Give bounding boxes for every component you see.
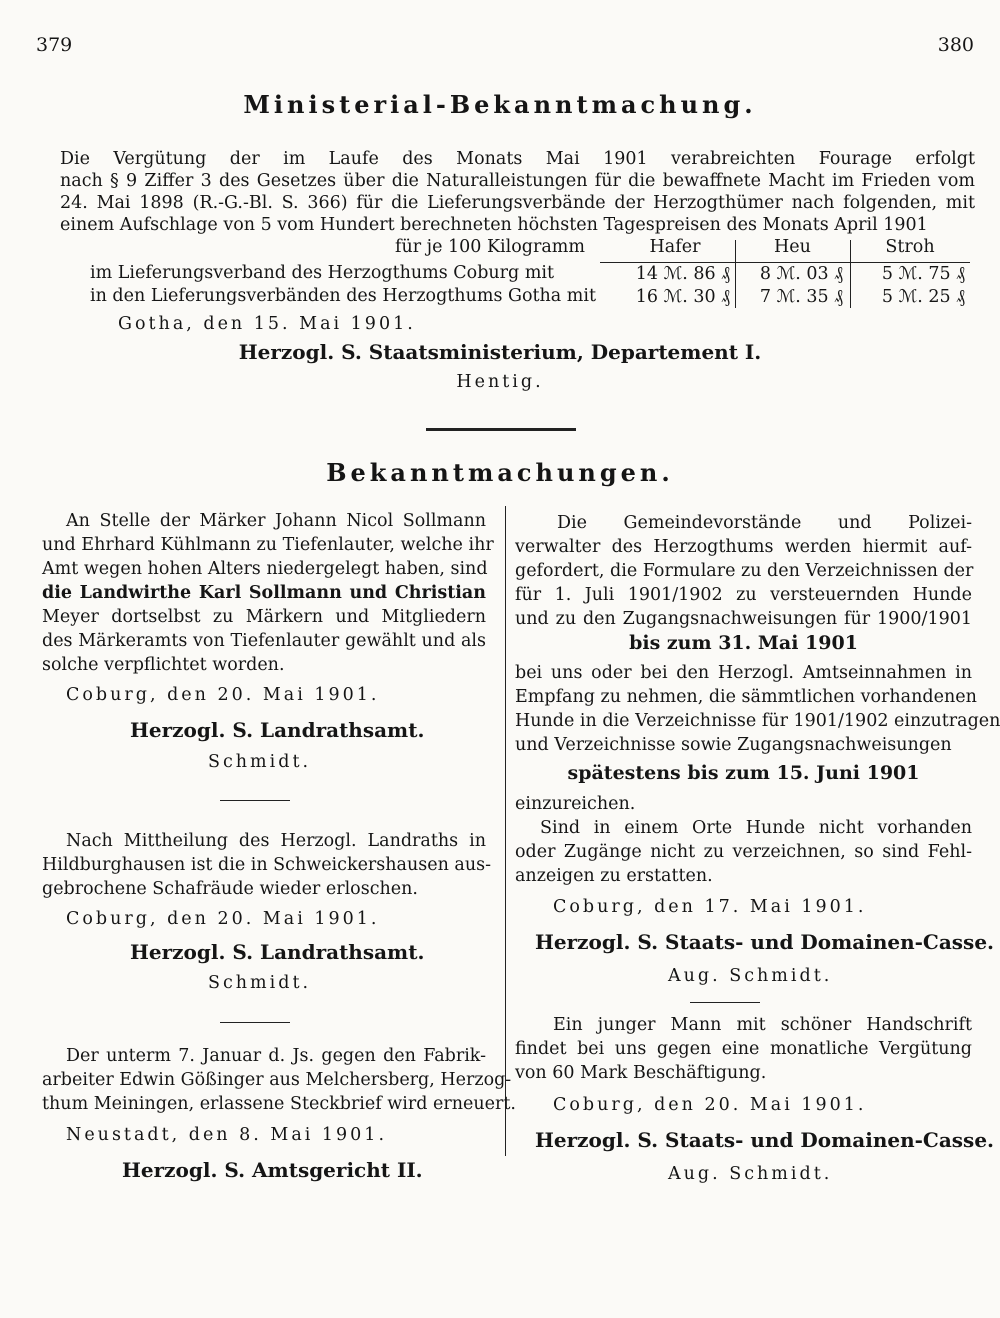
notice-line: Die Gemeindevorstände und Polizei- xyxy=(557,513,972,533)
deadline: spätestens bis zum 15. Juni 1901 xyxy=(567,762,920,784)
notice-line: oder Zugänge nicht zu verzeichnen, so sind Fehl- xyxy=(515,842,972,862)
table-column-divider xyxy=(735,240,736,308)
notice-line: gebrochene Schafräude wieder erloschen. xyxy=(42,879,418,899)
authority-signature: Herzogl. S. Staatsministerium, Departement I. xyxy=(238,340,762,364)
table-row-label: in den Lieferungsverbänden des Herzogthums Gotha mit xyxy=(90,286,597,306)
notice-line: verwalter des Herzogthums werden hiermit auf- xyxy=(515,537,972,557)
notice-line: thum Meiningen, erlassene Steckbrief wird erneuert. xyxy=(42,1094,516,1114)
table-column-header: Heu xyxy=(774,237,811,257)
notice-divider xyxy=(690,1002,760,1003)
page-number-right: 380 xyxy=(937,34,974,56)
deadline: bis zum 31. Mai 1901 xyxy=(629,632,858,654)
notice-line: und Verzeichnisse sowie Zugangsnachweisungen xyxy=(515,735,952,755)
page-number-left: 379 xyxy=(36,34,73,56)
notice-line: für 1. Juli 1901/1902 zu versteuernden Hunde xyxy=(515,585,972,605)
notice-line: Amt wegen hohen Alters niedergelegt haben, sind xyxy=(42,559,488,579)
authority-signature: Herzogl. S. Landrathsamt. xyxy=(130,718,425,742)
notice-line: die Landwirthe Karl Sollmann und Christian xyxy=(42,583,486,603)
authority-signature: Herzogl. S. Landrathsamt. xyxy=(130,940,425,964)
notice-line: arbeiter Edwin Gößinger aus Melchersberg, Herzog- xyxy=(42,1070,512,1090)
ministerial-title: Ministerial-Bekanntmachung. xyxy=(243,90,757,119)
table-row-label: im Lieferungsverband des Herzogthums Coburg mit xyxy=(90,263,555,283)
table-cell: 8 ℳ. 03 ₰ xyxy=(759,264,843,284)
table-cell: 16 ℳ. 30 ₰ xyxy=(635,287,730,307)
ministerial-line: einem Aufschlage von 5 vom Hundert berechneten höchsten Tagespreisen des Monats April 1901 xyxy=(60,215,928,235)
notice-line: Meyer dortselbst zu Märkern und Mitgliedern xyxy=(42,607,486,627)
notice-line: Hunde in die Verzeichnisse für 1901/1902 einzutragen xyxy=(515,711,1000,731)
table-column-divider xyxy=(850,240,851,308)
section-divider xyxy=(426,428,576,431)
place-date: Gotha, den 15. Mai 1901. xyxy=(118,314,416,334)
authority-signature: Herzogl. S. Staats- und Domainen-Casse. xyxy=(535,930,995,954)
table-cell: 5 ℳ. 75 ₰ xyxy=(881,264,965,284)
notice-line: An Stelle der Märker Johann Nicol Sollmann xyxy=(66,511,486,531)
notice-line: anzeigen zu erstatten. xyxy=(515,866,713,886)
place-date: Coburg, den 20. Mai 1901. xyxy=(66,909,380,929)
signer-name: Schmidt. xyxy=(208,973,312,993)
place-date: Neustadt, den 8. Mai 1901. xyxy=(66,1125,388,1145)
notice-line: findet bei uns gegen eine monatliche Vergütung xyxy=(515,1039,972,1059)
signer-name: Aug. Schmidt. xyxy=(668,1164,833,1184)
notice-line: Der unterm 7. Januar d. Js. gegen den Fabrik- xyxy=(66,1046,486,1066)
place-date: Coburg, den 20. Mai 1901. xyxy=(66,685,380,705)
notice-line: Empfang zu nehmen, die sämmtlichen vorhandenen xyxy=(515,687,977,707)
ministerial-line: nach § 9 Ziffer 3 des Gesetzes über die Naturalleistungen für die bewaffnete Macht im Frieden vom xyxy=(60,171,975,191)
notice-line: des Märkeramts von Tiefenlauter gewählt und als xyxy=(42,631,486,651)
table-cell: 7 ℳ. 35 ₰ xyxy=(759,287,843,307)
notice-line: Nach Mittheilung des Herzogl. Landraths in xyxy=(66,831,486,851)
authority-signature: Herzogl. S. Amtsgericht II. xyxy=(122,1158,423,1182)
signer-name: Schmidt. xyxy=(208,752,312,772)
table-column-header: Stroh xyxy=(885,237,935,257)
notice-line: und zu den Zugangsnachweisungen für 1900/1901 xyxy=(515,609,972,629)
table-column-header: Hafer xyxy=(649,237,701,257)
notice-line: von 60 Mark Beschäftigung. xyxy=(515,1063,767,1083)
notice-line: Hildburghausen ist die in Schweickershausen aus- xyxy=(42,855,492,875)
notices-title: Bekanntmachungen. xyxy=(326,458,674,487)
notice-line: einzureichen. xyxy=(515,794,636,814)
ministerial-line: 24. Mai 1898 (R.-G.-Bl. S. 366) für die Lieferungsverbände der Herzogthümer nach folgenden, mit xyxy=(60,193,975,213)
notice-line: und Ehrhard Kühlmann zu Tiefenlauter, welche ihr xyxy=(42,535,494,555)
table-cell: 5 ℳ. 25 ₰ xyxy=(881,287,965,307)
signer-name: Aug. Schmidt. xyxy=(668,966,833,986)
notice-line: bei uns oder bei den Herzogl. Amtseinnahmen in xyxy=(515,663,972,683)
notice-line: Ein junger Mann mit schöner Handschrift xyxy=(553,1015,972,1035)
ministerial-line: Die Vergütung der im Laufe des Monats Mai 1901 verabreichten Fourage erfolgt xyxy=(60,149,975,169)
place-date: Coburg, den 17. Mai 1901. xyxy=(553,897,867,917)
notice-line: gefordert, die Formulare zu den Verzeichnissen der xyxy=(515,561,974,581)
notice-line: Sind in einem Orte Hunde nicht vorhanden xyxy=(540,818,972,838)
notice-divider xyxy=(220,800,290,801)
signer-name: Hentig. xyxy=(456,372,544,392)
table-cell: 14 ℳ. 86 ₰ xyxy=(635,264,730,284)
place-date: Coburg, den 20. Mai 1901. xyxy=(553,1095,867,1115)
notice-divider xyxy=(220,1022,290,1023)
notice-line: solche verpflichtet worden. xyxy=(42,655,285,675)
column-divider xyxy=(505,506,506,1156)
authority-signature: Herzogl. S. Staats- und Domainen-Casse. xyxy=(535,1128,995,1152)
table-header-label: für je 100 Kilogramm xyxy=(395,237,585,257)
